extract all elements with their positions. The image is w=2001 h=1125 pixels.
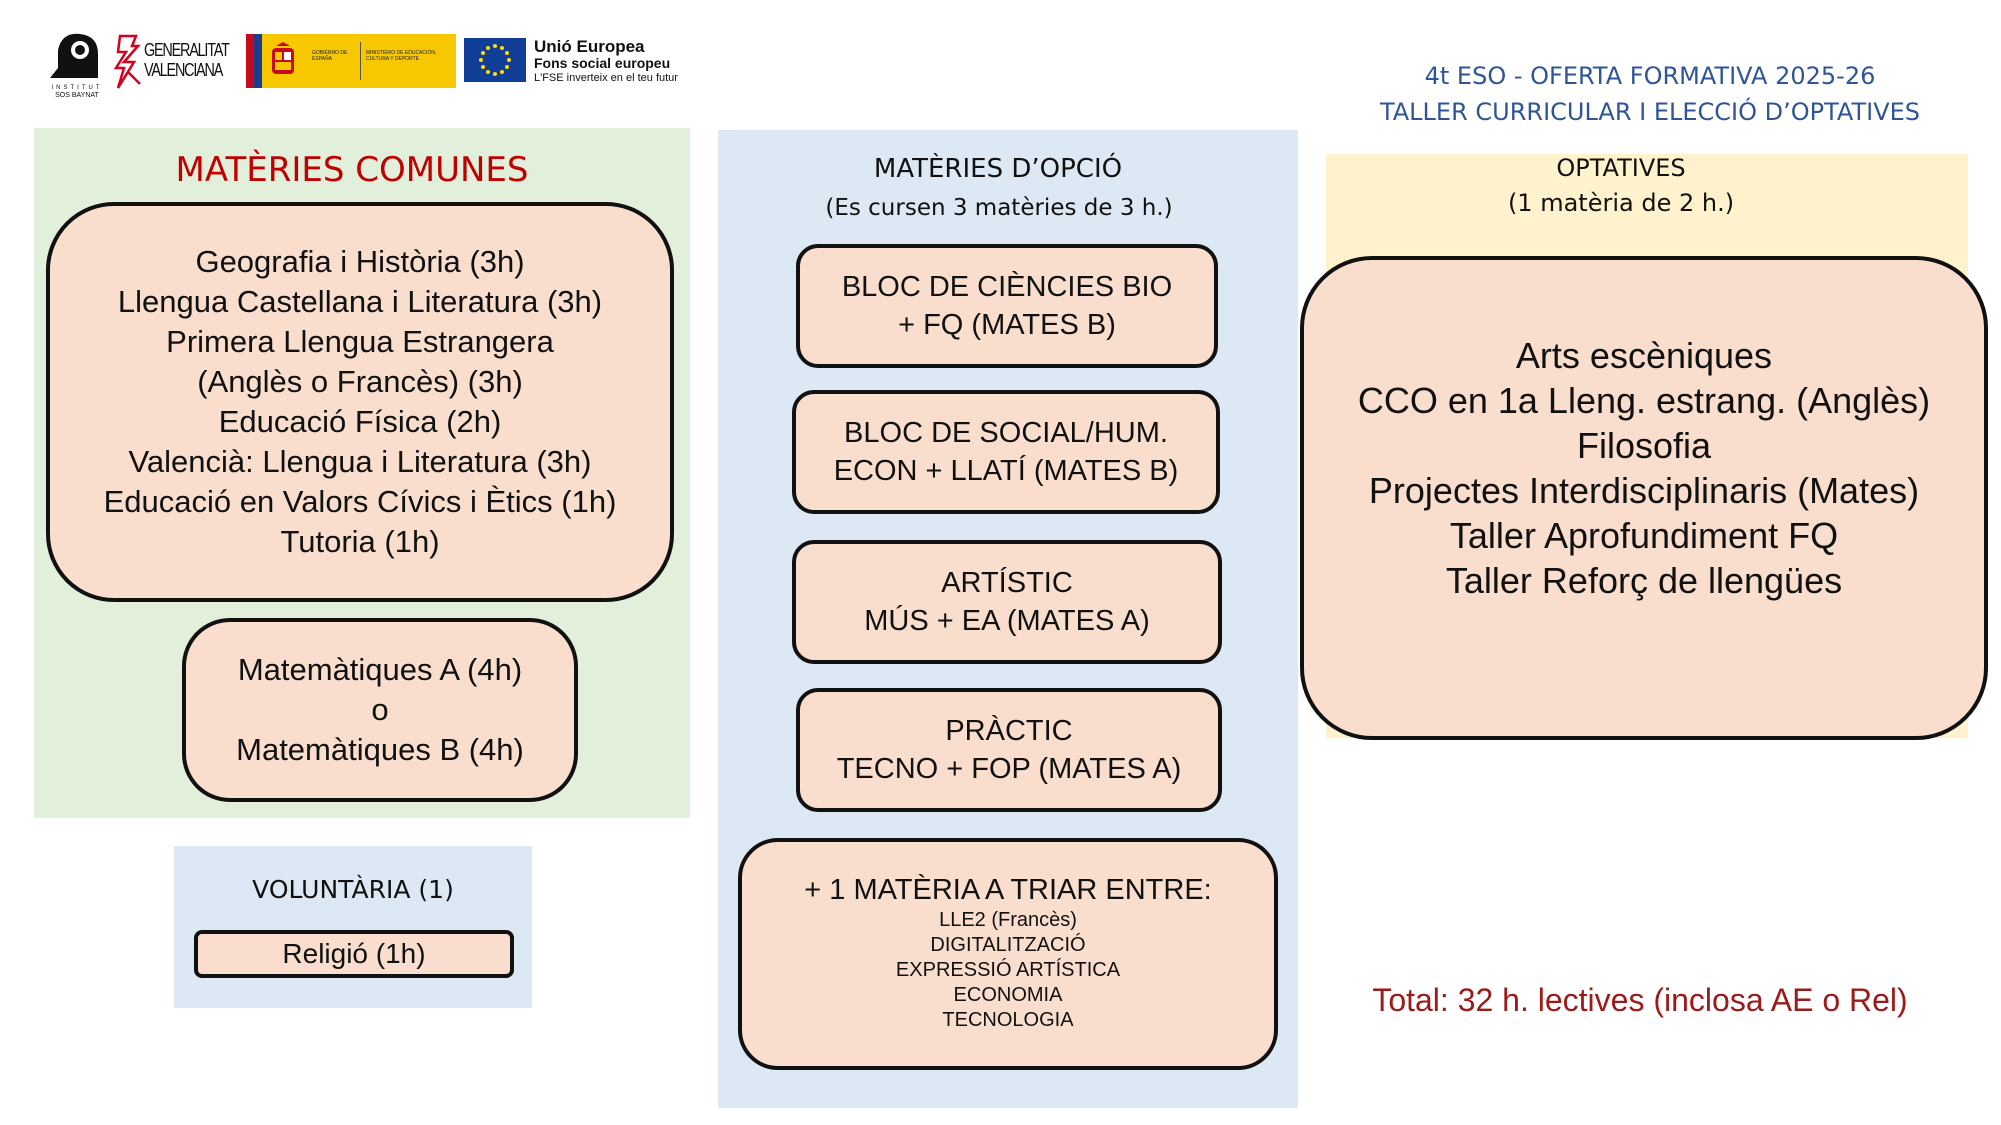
optatives-subtitle: (1 matèria de 2 h.) bbox=[1507, 189, 1735, 217]
eu-line2: Fons social europeu bbox=[534, 55, 671, 71]
mates-box bbox=[182, 618, 578, 802]
triar-item: ECONOMIA bbox=[953, 984, 1063, 1006]
total-text: Total: 32 h. lectives (inclosa AE o Rel) bbox=[1372, 982, 1908, 1018]
triar-item: DIGITALITZACIÓ bbox=[930, 934, 1086, 956]
mates-a: Matemàtiques A (4h) bbox=[237, 652, 523, 687]
optativa-item: Taller Reforç de llengües bbox=[1445, 560, 1843, 601]
comuna-item: Llengua Castellana i Literatura (3h) bbox=[117, 284, 603, 319]
spain-shield-icon bbox=[266, 42, 300, 80]
eu-logo bbox=[464, 34, 714, 88]
ministerio-text: MINISTERIO DE EDUCACIÓN, CULTURA Y DEPORTE bbox=[366, 50, 437, 62]
institut-name-text: SOS BAYNAT bbox=[55, 92, 99, 99]
optativa-item: Arts escèniques bbox=[1515, 335, 1773, 376]
bloc-line: MÚS + EA (MATES A) bbox=[864, 605, 1150, 637]
bloc-box bbox=[796, 244, 1218, 368]
comuna-item: Primera Llengua Estrangera bbox=[166, 324, 554, 359]
bloc-line: PRÀCTIC bbox=[945, 715, 1073, 747]
page-title bbox=[1320, 58, 1980, 130]
comuna-item: (Anglès o Francès) (3h) bbox=[197, 364, 523, 399]
optativa-item: Projectes Interdisciplinaris (Mates) bbox=[1368, 470, 1920, 511]
eu-line1: Unió Europea bbox=[534, 37, 645, 56]
generalitat-line2: VALENCIANA bbox=[144, 60, 223, 80]
institut-top-text: INSTITUT bbox=[51, 85, 103, 91]
bloc-box bbox=[796, 688, 1222, 812]
institut-logo bbox=[48, 28, 106, 99]
optatives-title: OPTATIVES bbox=[1556, 154, 1686, 182]
opcio-subtitle: (Es cursen 3 matèries de 3 h.) bbox=[825, 195, 1173, 221]
religio-label: Religió (1h) bbox=[282, 938, 426, 969]
comuna-item: Tutoria (1h) bbox=[280, 524, 440, 559]
optatives-box bbox=[1300, 256, 1988, 740]
optativa-item: Taller Aprofundiment FQ bbox=[1449, 515, 1839, 556]
triar-title: + 1 MATÈRIA A TRIAR ENTRE: bbox=[804, 874, 1212, 906]
gobierno-logo bbox=[246, 34, 456, 88]
page-title-line1: 4t ESO - OFERTA FORMATIVA 2025-26 bbox=[1424, 62, 1876, 90]
mates-or: o bbox=[371, 692, 389, 727]
religio-box bbox=[194, 930, 514, 978]
opcio-title: MATÈRIES D’OPCIÓ bbox=[873, 154, 1123, 184]
comuna-item: Geografia i Història (3h) bbox=[195, 244, 525, 279]
optativa-item: Filosofia bbox=[1576, 425, 1712, 466]
bloc-line: ARTÍSTIC bbox=[941, 567, 1073, 599]
triar-item: TECNOLOGIA bbox=[942, 1009, 1074, 1031]
gobierno-text: GOBIERNO DE ESPAÑA bbox=[312, 50, 348, 62]
triar-item: EXPRESSIÓ ARTÍSTICA bbox=[895, 959, 1121, 981]
generalitat-line1: GENERALITAT bbox=[144, 40, 229, 60]
optativa-item: CCO en 1a Lleng. estrang. (Anglès) bbox=[1357, 380, 1931, 421]
voluntaria-title: VOLUNTÀRIA (1) bbox=[252, 875, 454, 904]
comunes-box bbox=[46, 202, 674, 602]
voluntaria-panel bbox=[174, 846, 532, 1008]
comuna-item: Valencià: Llengua i Literatura (3h) bbox=[128, 444, 592, 479]
eu-line3: L'FSE inverteix en el teu futur bbox=[534, 72, 678, 84]
comunes-title: MATÈRIES COMUNES bbox=[175, 150, 529, 190]
generalitat-emblem-icon bbox=[114, 32, 144, 92]
bloc-box bbox=[792, 540, 1222, 664]
triar-item: LLE2 (Francès) bbox=[939, 909, 1077, 931]
bloc-line: ECON + LLATÍ (MATES B) bbox=[833, 455, 1179, 487]
logo-bar bbox=[48, 28, 718, 99]
page-title-line2: TALLER CURRICULAR I ELECCIÓ D’OPTATIVES bbox=[1379, 98, 1921, 126]
bloc-line: BLOC DE CIÈNCIES BIO bbox=[841, 271, 1173, 303]
eu-flag-icon bbox=[464, 38, 526, 82]
bloc-box bbox=[792, 390, 1220, 514]
bloc-line: + FQ (MATES B) bbox=[898, 309, 1116, 341]
mates-b: Matemàtiques B (4h) bbox=[236, 732, 524, 767]
bloc-line: TECNO + FOP (MATES A) bbox=[836, 753, 1182, 785]
comuna-item: Educació en Valors Cívics i Ètics (1h) bbox=[103, 484, 617, 519]
triar-box bbox=[738, 838, 1278, 1070]
institut-emblem-icon bbox=[48, 28, 106, 80]
bloc-line: BLOC DE SOCIAL/HUM. bbox=[844, 417, 1168, 449]
generalitat-logo bbox=[114, 32, 240, 92]
comuna-item: Educació Física (2h) bbox=[218, 404, 502, 439]
